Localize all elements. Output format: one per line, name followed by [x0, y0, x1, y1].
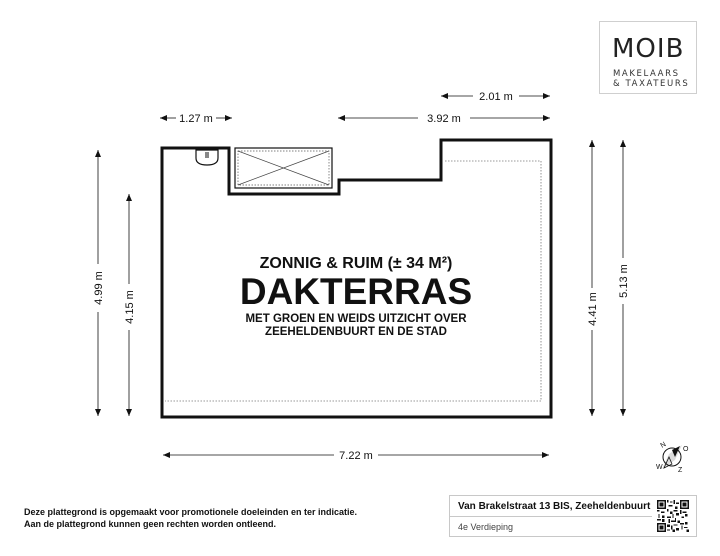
dim-right-inner: 4.41 m	[587, 292, 599, 326]
logo-line2: & TAXATEURS	[613, 79, 690, 89]
address-text: Van Brakelstraat 13 BIS, Zeeheldenbuurt	[458, 501, 651, 512]
logo-name: MOIB	[612, 34, 685, 64]
compass-n: N	[659, 441, 668, 450]
compass-z: Z	[678, 467, 683, 474]
compass-w: W	[656, 464, 663, 471]
disclaimer-line2: Aan de plattegrond kunnen geen rechten worden ontleend.	[24, 518, 277, 529]
drain-fixture	[196, 150, 218, 165]
headline-line3: MET GROEN EN WEIDS UITZICHT OVER	[245, 313, 467, 325]
compass-icon	[656, 441, 689, 474]
dim-left-outer: 4.99 m	[93, 271, 105, 305]
dim-bottom: 7.22 m	[339, 450, 373, 462]
dim-top-right: 2.01 m	[479, 91, 513, 103]
dim-right-outer: 5.13 m	[618, 264, 630, 298]
skylight	[235, 148, 332, 188]
disclaimer-line1: Deze plattegrond is opgemaakt voor promotionele doeleinden en ter indicatie.	[24, 507, 358, 517]
dim-left-inner: 4.15 m	[124, 290, 136, 324]
floor-label: 4e Verdieping	[458, 522, 514, 532]
compass-o: O	[683, 446, 689, 453]
logo	[599, 21, 697, 94]
headline-line4: ZEEHELDENBUURT EN DE STAD	[265, 326, 447, 338]
address-box	[449, 495, 697, 537]
qr-code-icon	[657, 500, 689, 532]
headline-line1: ZONNIG & RUIM (± 34 M²)	[259, 255, 453, 272]
address-divider	[450, 516, 652, 517]
dim-top-left: 1.27 m	[179, 113, 213, 125]
headline-title: DAKTERRAS	[239, 271, 473, 312]
disclaimer	[24, 507, 357, 530]
logo-line1: MAKELAARS	[613, 69, 680, 79]
dim-top-middle: 3.92 m	[427, 113, 461, 125]
